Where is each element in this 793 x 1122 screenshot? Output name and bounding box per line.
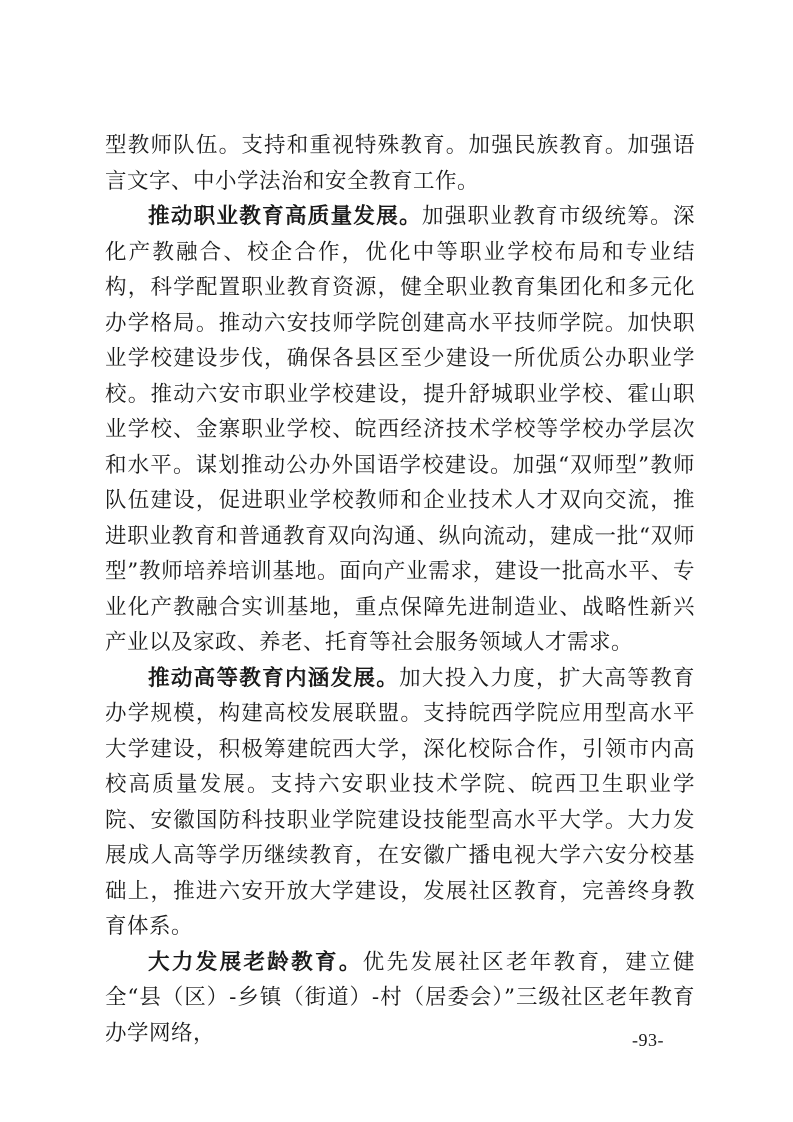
body-text [105, 128, 695, 1051]
paragraph-1 [105, 128, 695, 199]
paragraph-lead: 大力发展老龄教育。 [148, 949, 363, 975]
paragraph-3 [105, 661, 695, 945]
paragraph-2 [105, 199, 695, 661]
paragraph-body: 加大投入力度，扩大高等教育办学规模，构建高校发展联盟。支持皖西学院应用型高水平大学建设，积极筹建皖西大学，深化校际合作，引领市内高校高质量发展。支持六安职业技术学院、皖西卫生职业学院、安徽国防科技职业学院建设技能型高水平大学。大力发展成人高等学历继续教育，在安徽广播电视大学六安分校基础上，推进六安开放大学建设，发展社区教育，完善终身教育体系。 [105, 665, 695, 939]
paragraph-lead: 推动职业教育高质量发展。 [148, 204, 422, 229]
paragraph-body: 优先发展社区老年教育，建立健全“县（区）-乡镇（街道）-村（居委会）”三级社区老年教育办学网络， [105, 949, 695, 1046]
paragraph-body: 加强职业教育市级统筹。深化产教融合、校企合作，优化中等职业学校布局和专业结构，科学配置职业教育资源，健全职业教育集团化和多元化办学格局。推动六安技师学院创建高水平技师学院。加快职业学校建设步伐，确保各县区至少建设一所优质公办职业学校。推动六安市职业学校建设，提升舒城职业学校、霍山职业学校、金寨职业学校、皖西经济技术学校等学校办学层次和水平。谋划推动公办外国语学校建设。加强“双师型”教师队伍建设，促进职业学校教师和企业技术人才双向交流，推进职业教育和普通教育双向沟通、纵向流动，建成一批“双师型”教师培养培训基地。面向产业需求，建设一批高水平、专业化产教融合实训基地，重点保障先进制造业、战略性新兴产业以及家政、养老、托育等社会服务领域人才需求。 [105, 204, 695, 655]
paragraph-4 [105, 945, 695, 1052]
paragraph-body: 型教师队伍。支持和重视特殊教育。加强民族教育。加强语言文字、中小学法治和安全教育工作。 [105, 133, 695, 194]
page-number: -93- [632, 1030, 664, 1050]
paragraph-lead: 推动高等教育内涵发展。 [148, 665, 400, 691]
